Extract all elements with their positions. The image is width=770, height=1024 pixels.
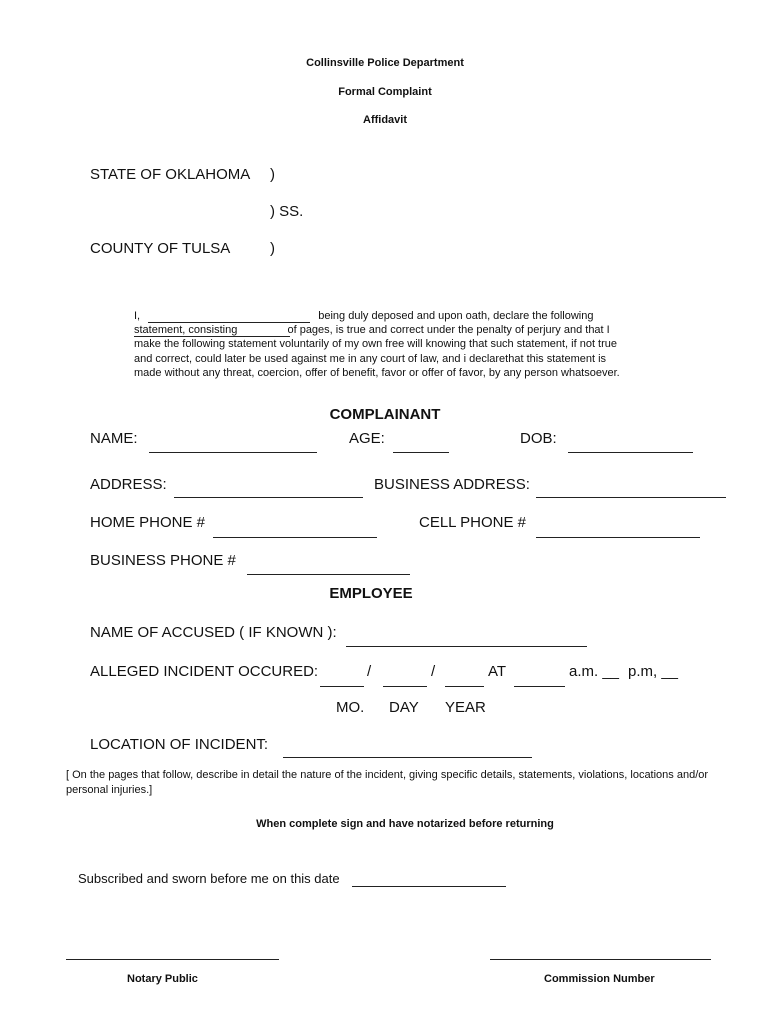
dob-field[interactable] [568,452,693,453]
at-label: AT [488,663,507,680]
age-field[interactable] [393,452,449,453]
address-label: ADDRESS: [90,476,167,493]
county-label: COUNTY OF TULSA [90,240,231,257]
incident-day-field[interactable] [383,686,427,687]
affidavit-line-1a: I, [134,310,141,322]
am-label: a.m. __ [569,663,620,680]
date-slash-2: / [431,663,436,680]
address-field[interactable] [174,497,363,498]
venue-ss: ) SS. [270,203,304,220]
business-address-field[interactable] [536,497,726,498]
location-label: LOCATION OF INCIDENT: [90,736,269,753]
affidavit-line-1b: being duly deposed and upon oath, declare the following [318,310,594,322]
commission-number-line[interactable] [490,959,711,960]
incident-month-field[interactable] [320,686,364,687]
accused-field[interactable] [346,646,587,647]
page-count-line[interactable] [134,336,290,337]
location-field[interactable] [283,757,532,758]
department-name: Collinsville Police Department [306,57,464,69]
commission-number-label: Commission Number [544,973,655,985]
form-subtitle: Affidavit [363,114,407,126]
incident-year-field[interactable] [445,686,484,687]
date-slash-1: / [367,663,372,680]
venue-paren-2: ) [270,240,275,257]
accused-label: NAME OF ACCUSED ( IF KNOWN ): [90,624,337,641]
affidavit-line-5: made without any threat, coercion, offer of benefit, favor or offer of favor, by any person whatsoever. [134,366,620,379]
home-phone-field[interactable] [213,537,377,538]
notary-public-label: Notary Public [127,973,198,985]
pm-label: p.m, __ [628,663,679,680]
cell-phone-label: CELL PHONE # [419,514,526,531]
instructions-note-line-1: [ On the pages that follow, describe in detail the nature of the incident, giving specific details, statements, violations, locations and/or [66,769,709,781]
return-note: When complete sign and have notarized before returning [256,818,554,830]
name-label: NAME: [90,430,138,447]
affidavit-line-4: and correct, could later be used against me in any court of law, and i declarethat this statement is [134,352,607,365]
affidavit-line-2b: of pages, is true and correct under the penalty of perjury and that I [287,324,610,337]
name-field[interactable] [149,452,317,453]
day-label: DAY [389,699,419,716]
incident-time-field[interactable] [514,686,565,687]
cell-phone-field[interactable] [536,537,700,538]
complainant-heading: COMPLAINANT [329,406,441,423]
affidavit-paragraph [134,309,654,380]
year-label: YEAR [445,699,486,716]
sworn-date-field[interactable] [352,886,506,887]
affiant-name-line[interactable] [148,322,310,323]
notary-signature-line[interactable] [66,959,279,960]
sworn-label: Subscribed and sworn before me on this date [78,871,340,886]
venue-paren-1: ) [270,166,275,183]
business-phone-label: BUSINESS PHONE # [90,552,236,569]
affidavit-line-2a: statement, consisting [134,324,238,337]
month-label: MO. [336,699,365,716]
business-address-label: BUSINESS ADDRESS: [374,476,530,493]
incident-label: ALLEGED INCIDENT OCCURED: [90,663,319,680]
affidavit-line-3: make the following statement voluntarily of my own free will knowing that such statement, if not true [134,338,618,351]
dob-label: DOB: [520,430,557,447]
age-label: AGE: [349,430,385,447]
instructions-note [66,768,756,797]
state-label: STATE OF OKLAHOMA [90,166,251,183]
business-phone-field[interactable] [247,574,410,575]
form-title: Formal Complaint [338,86,432,98]
employee-heading: EMPLOYEE [329,585,413,602]
home-phone-label: HOME PHONE # [90,514,206,531]
instructions-note-line-2: personal injuries.] [66,783,153,796]
